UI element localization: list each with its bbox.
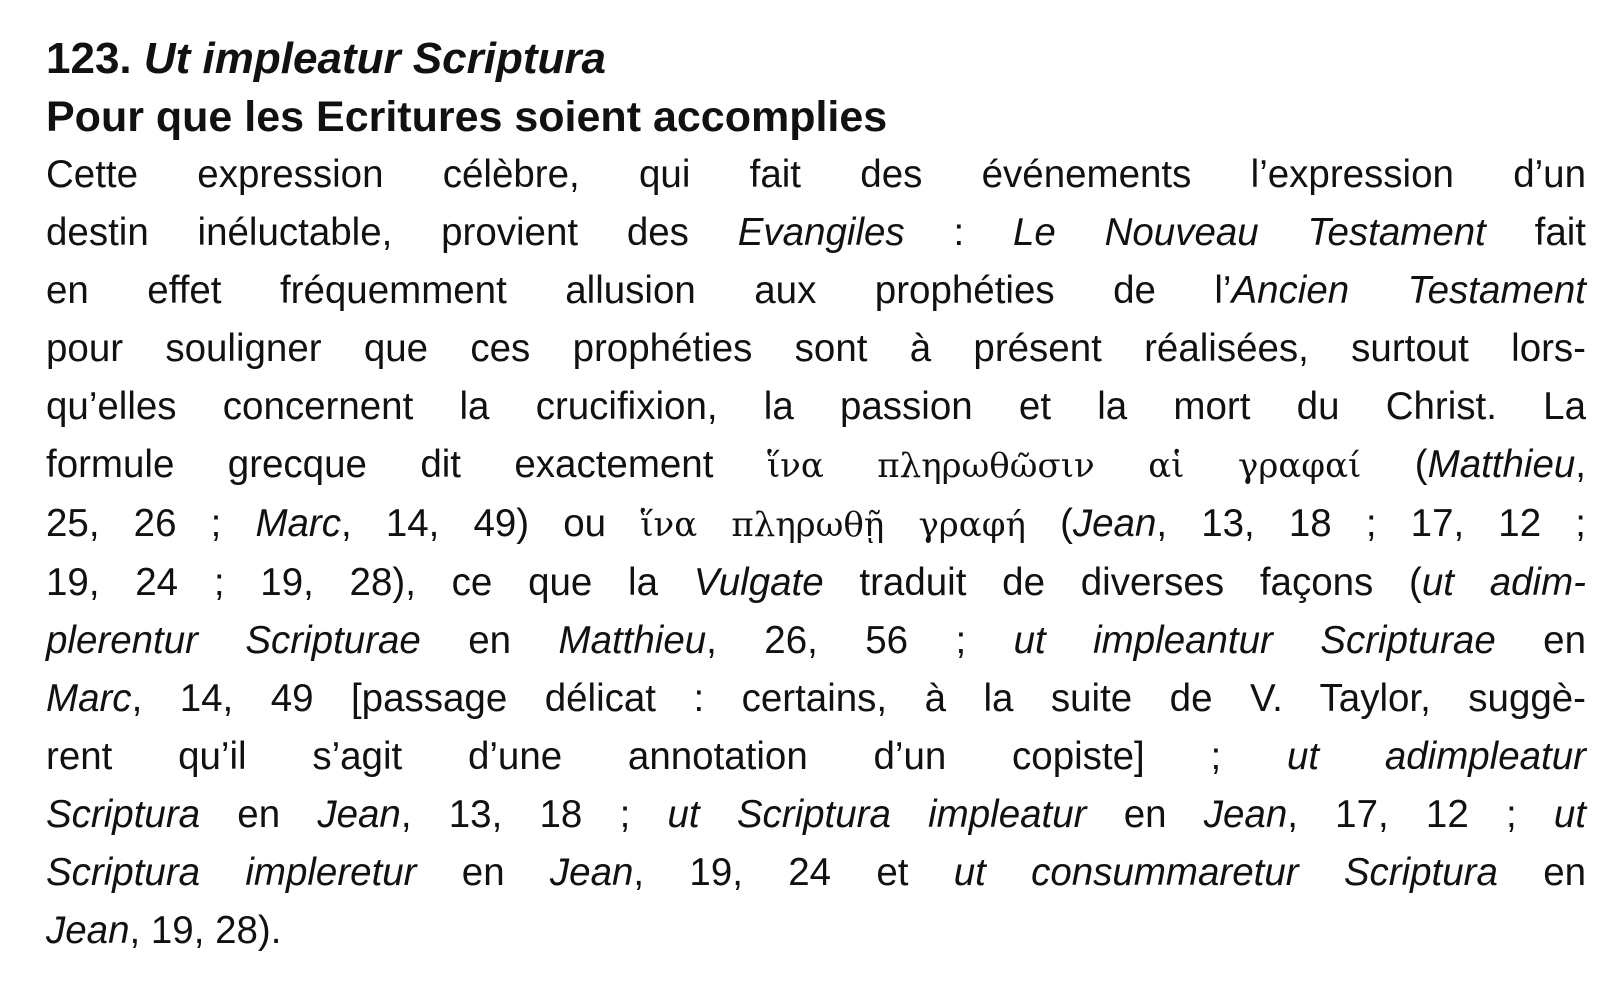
italic-text: ut Scriptura impleatur xyxy=(667,793,1087,836)
body-text: , 14, 49) ou xyxy=(341,502,641,545)
body-text: fait xyxy=(1485,211,1586,254)
entry-number: 123. xyxy=(46,34,132,83)
entry-body-text xyxy=(46,146,1586,960)
body-text: , 14, 49 [passage délicat : certains, à la suite de V. Taylor, suggè- xyxy=(131,677,1586,720)
body-line xyxy=(46,262,1586,320)
italic-text: Scriptura impleretur xyxy=(46,851,417,894)
body-text: ( xyxy=(1361,443,1428,486)
italic-text: Jean xyxy=(549,851,634,894)
body-line xyxy=(46,436,1586,495)
body-line xyxy=(46,146,1586,204)
body-line xyxy=(46,554,1586,612)
italic-text: ut adim- xyxy=(1421,561,1586,604)
italic-text: Ancien Testament xyxy=(1231,269,1586,312)
italic-text: Scriptura xyxy=(46,793,201,836)
body-text: en xyxy=(1497,851,1587,894)
body-text: , 13, 18 ; 17, 12 ; xyxy=(1156,502,1586,545)
body-text: en xyxy=(420,619,559,662)
body-text: destin inéluctable, provient des xyxy=(46,211,738,254)
italic-text: ut impleantur Scripturae xyxy=(1013,619,1496,662)
body-text: , 17, 12 ; xyxy=(1287,793,1554,836)
body-text: , 19, 28). xyxy=(129,909,282,952)
body-text: traduit de diverses façons ( xyxy=(823,561,1422,604)
greek-text: ἵνα πληρωθῶσιν αἱ γραφαί xyxy=(766,446,1362,486)
body-line xyxy=(46,320,1586,378)
body-line xyxy=(46,786,1586,844)
italic-text: ut consummaretur Scriptura xyxy=(953,851,1498,894)
italic-text: Jean xyxy=(1203,793,1288,836)
body-text: en xyxy=(1495,619,1586,662)
body-text: Cette expression célèbre, qui fait des événements l’expression d’un xyxy=(46,153,1586,196)
body-text: ( xyxy=(1025,502,1073,545)
body-text: 19, 24 ; 19, 28), ce que la xyxy=(46,561,694,604)
body-text: en xyxy=(200,793,318,836)
body-line xyxy=(46,670,1586,728)
body-text: en xyxy=(416,851,550,894)
italic-text: ut adimpleatur xyxy=(1286,735,1586,778)
entry-heading-latin xyxy=(46,30,1586,88)
body-text: formule grecque dit exactement xyxy=(46,443,767,486)
body-text: , 26, 56 ; xyxy=(706,619,1014,662)
body-text: pour souligner que ces prophéties sont à présent réalisées, surtout lors- xyxy=(46,327,1586,370)
dictionary-entry xyxy=(46,30,1586,960)
entry-latin-title: Ut impleatur Scriptura xyxy=(143,34,606,83)
italic-text: Vulgate xyxy=(693,561,824,604)
body-text: : xyxy=(904,211,1013,254)
body-text: qu’elles concernent la crucifixion, la passion et la mort du Christ. La xyxy=(46,385,1586,428)
body-line xyxy=(46,844,1586,902)
italic-text: Jean xyxy=(317,793,401,836)
italic-text: Matthieu xyxy=(1427,443,1576,486)
body-text: rent qu’il s’agit d’une annotation d’un copiste] ; xyxy=(46,735,1287,778)
italic-text: Matthieu xyxy=(558,619,707,662)
body-line xyxy=(46,378,1586,436)
body-text: en effet fréquemment allusion aux prophéties de l’ xyxy=(46,269,1232,312)
body-text: 25, 26 ; xyxy=(46,502,256,545)
italic-text: Jean xyxy=(1072,502,1157,545)
body-line xyxy=(46,204,1586,262)
italic-text: Marc xyxy=(255,502,341,545)
body-text: en xyxy=(1086,793,1204,836)
body-line xyxy=(46,728,1586,786)
body-text: , 13, 18 ; xyxy=(400,793,668,836)
italic-text: Jean xyxy=(46,909,130,952)
italic-text: Marc xyxy=(46,677,132,720)
body-line xyxy=(46,495,1586,554)
body-text: , xyxy=(1575,443,1586,486)
italic-text: Le Nouveau Testament xyxy=(1012,211,1486,254)
body-text: , 19, 24 et xyxy=(633,851,954,894)
body-line xyxy=(46,902,1586,960)
body-line xyxy=(46,612,1586,670)
italic-text: plerentur Scripturae xyxy=(46,619,421,662)
italic-text: ut xyxy=(1553,793,1587,836)
entry-french-title: Pour que les Ecritures soient accomplies xyxy=(46,93,888,141)
greek-text: ἵνα πληρωθῇ γραφή xyxy=(640,505,1026,545)
italic-text: Evangiles xyxy=(737,211,905,254)
